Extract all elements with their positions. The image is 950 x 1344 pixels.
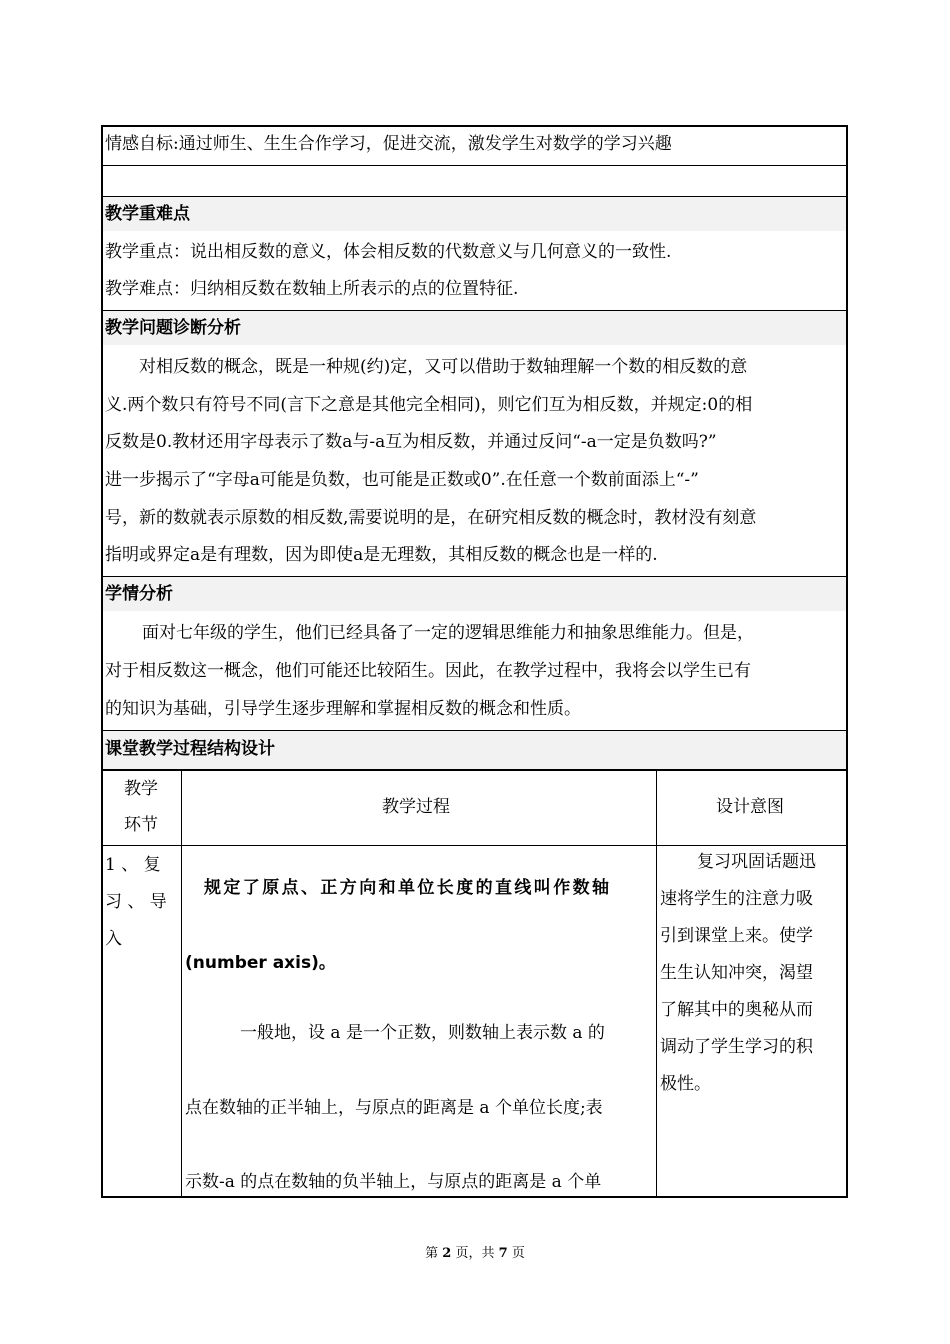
student-analysis-line: 的知识为基础，引导学生逐步理解和掌握相反数的概念和性质。 [105, 699, 581, 719]
diagnosis-heading: 教学问题诊断分析 [105, 318, 241, 338]
col-header-process: 教学过程 [382, 797, 450, 817]
footer-page-number: 2 [442, 1246, 452, 1261]
col-divider-1 [181, 770, 182, 1198]
col-divider-2 [656, 770, 657, 1198]
student-analysis-line: 面对七年级的学生，他们已经具备了一定的逻辑思维能力和抽象思维能力。但是， [142, 623, 754, 643]
diagnosis-line: 反数是0.教材还用字母表示了数a与-a互为相反数，并通过反问“-a一定是负数吗?” [105, 432, 717, 452]
number-axis-english: (number axis)。 [185, 953, 336, 973]
col-header-stage: 教学 [124, 779, 158, 799]
intent-line: 极性。 [660, 1074, 711, 1094]
diagnosis-line: 对相反数的概念，既是一种规(约)定，又可以借助于数轴理解一个数的相反数的意 [139, 357, 748, 377]
student-analysis-heading: 学情分析 [105, 584, 173, 604]
intent-line: 引到课堂上来。使学 [660, 926, 813, 946]
rule-6 [101, 769, 848, 771]
process-heading: 课堂教学过程结构设计 [105, 739, 275, 759]
process-body-line: 一般地，设 a 是一个正数，则数轴上表示数 a 的 [240, 1023, 605, 1043]
footer-prefix: 第 [425, 1246, 439, 1261]
intent-line: 速将学生的注意力吸 [660, 889, 813, 909]
intent-line: 复习巩固话题迅 [697, 852, 816, 872]
table-border-right [846, 125, 848, 1198]
emotion-goal-text: 情感自标:通过师生、生生合作学习，促进交流，激发学生对数学的学习兴趣 [105, 134, 672, 154]
diagnosis-line: 指明或界定a是有理数，因为即使a是无理数，其相反数的概念也是一样的. [105, 545, 658, 565]
rule-1 [101, 165, 848, 166]
stage-line: 习 、 导 [105, 892, 167, 912]
table-border-bottom [101, 1196, 848, 1198]
footer-total-pages: 7 [498, 1246, 508, 1261]
student-analysis-heading-bg [103, 577, 847, 611]
stage-line: 入 [105, 929, 122, 949]
footer-middle: 页，共 [455, 1246, 495, 1261]
diagnosis-line: 进一步揭示了“字母a可能是负数，也可能是正数或0”.在任意一个数前面添上“-” [105, 470, 699, 490]
diagnosis-line: 号，新的数就表示原数的相反数,需要说明的是，在研究相反数的概念时，教材没有刻意 [105, 508, 757, 528]
teaching-difficulty: 教学难点：归纳相反数在数轴上所表示的点的位置特征. [105, 279, 519, 299]
rule-3 [101, 310, 848, 311]
col-header-intent: 设计意图 [716, 797, 784, 817]
rule-7 [101, 845, 848, 846]
key-points-heading-bg [103, 197, 847, 231]
process-body-line: 点在数轴的正半轴上，与原点的距离是 a 个单位长度;表 [185, 1098, 603, 1118]
intent-line: 了解其中的奥秘从而 [660, 1000, 813, 1020]
rule-2 [101, 196, 848, 197]
table-border-top [101, 125, 848, 127]
key-points-heading: 教学重难点 [105, 204, 190, 224]
rule-5 [101, 730, 848, 731]
rule-4 [101, 576, 848, 577]
intent-line: 生生认知冲突，渴望 [660, 963, 813, 983]
col-header-stage: 环节 [124, 815, 158, 835]
student-analysis-line: 对于相反数这一概念，他们可能还比较陌生。因此，在教学过程中，我将会以学生已有 [105, 661, 751, 681]
table-border-left [101, 125, 103, 1198]
process-body-line: 示数-a 的点在数轴的负半轴上，与原点的距离是 a 个单 [185, 1172, 602, 1192]
stage-line: 1 、 复 [105, 855, 161, 875]
teaching-focus: 教学重点：说出相反数的意义，体会相反数的代数意义与几何意义的一致性. [105, 242, 672, 262]
number-axis-definition: 规定了原点、正方向和单位长度的直线叫作数轴 [204, 878, 612, 898]
intent-line: 调动了学生学习的积 [660, 1037, 813, 1057]
footer-suffix: 页 [511, 1246, 525, 1261]
diagnosis-line: 义.两个数只有符号不同(言下之意是其他完全相同)，则它们互为相反数，并规定:0的相 [105, 395, 753, 415]
page-footer [0, 1246, 950, 1262]
